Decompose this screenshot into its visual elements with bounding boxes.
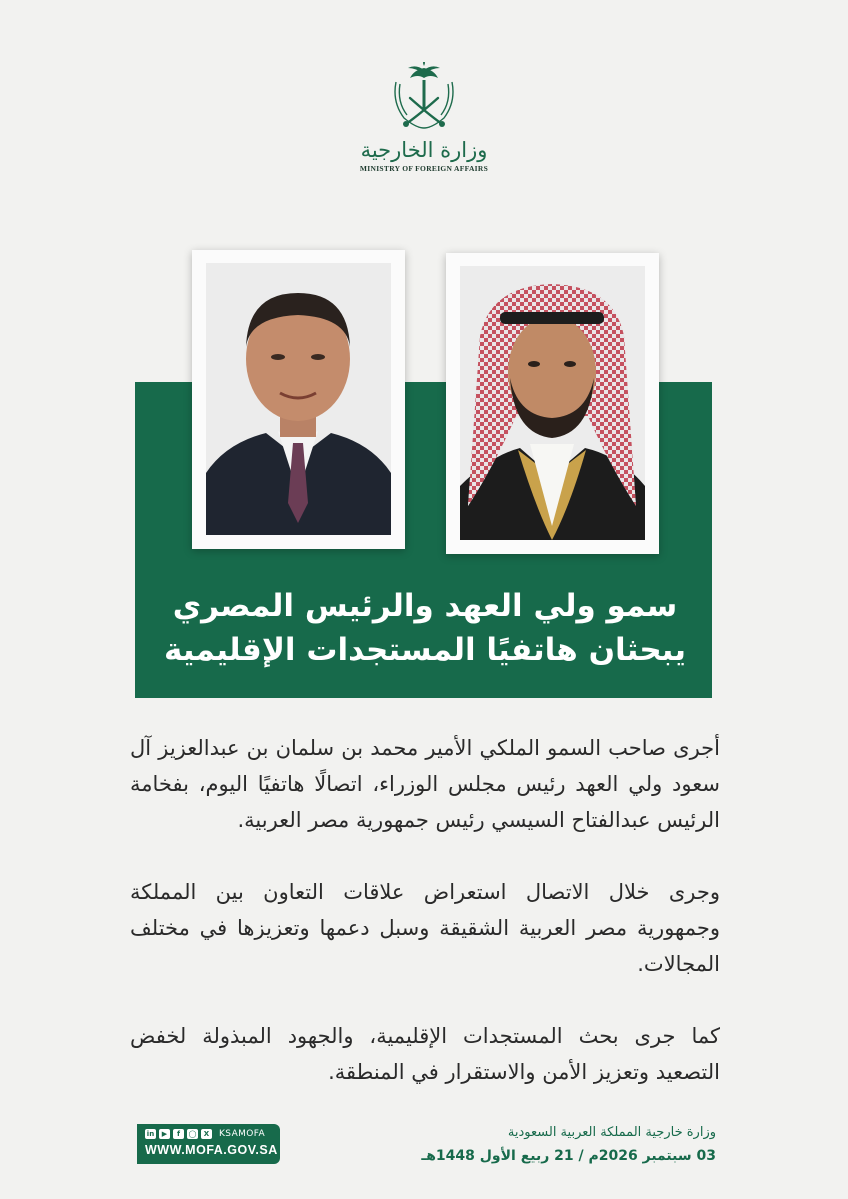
- youtube-icon[interactable]: ▶: [159, 1129, 170, 1139]
- ministry-logo: [344, 62, 504, 192]
- headline-line-2: يبحثان هاتفيًا المستجدات الإقليمية: [164, 632, 686, 668]
- linkedin-icon[interactable]: in: [146, 1130, 155, 1138]
- facebook-icon[interactable]: f: [173, 1129, 184, 1139]
- instagram-icon[interactable]: ◯: [188, 1130, 197, 1138]
- headline: [150, 584, 700, 672]
- logo-english-name: MINISTRY OF FOREIGN AFFAIRS: [359, 164, 489, 173]
- social-icons-row: [145, 1129, 272, 1139]
- article-body: [130, 730, 720, 1126]
- social-handle: KSAMOFA: [219, 1129, 266, 1139]
- paragraph-3: كما جرى بحث المستجدات الإقليمية، والجهود المبذولة لخفض التصعيد وتعزيز الأمن والاستقرار في المنطقة.: [130, 1024, 720, 1084]
- website-link[interactable]: WWW.MOFA.GOV.SA: [145, 1143, 278, 1157]
- paragraph-1: أجرى صاحب السمو الملكي الأمير محمد بن سلمان بن عبدالعزيز آل سعود ولي العهد رئيس مجلس الوزراء، اتصالًا هاتفيًا اليوم، بفخامة الرئيس عبدالفتاح السيسي رئيس جمهورية مصر العربية.: [130, 736, 720, 832]
- palm-and-crossed-swords-icon: [386, 62, 462, 134]
- portrait-frame-egypt-president: [192, 250, 405, 549]
- footer-dateline: [421, 1124, 716, 1167]
- portrait-frame-crown-prince: [446, 253, 659, 554]
- headline-line-1: سمو ولي العهد والرئيس المصري: [172, 588, 678, 624]
- portrait-photo: [460, 266, 645, 540]
- footer-date: 03 سبتمبر 2026م / 21 ربيع الأول 1448هـ: [421, 1148, 716, 1164]
- logo-arabic-name: وزارة الخارجية: [360, 138, 488, 162]
- paragraph-2: وجرى خلال الاتصال استعراض علاقات التعاون بين المملكة وجمهورية مصر العربية الشقيقة وسبل دعمها وتعزيزها في مختلف المجالات.: [130, 880, 720, 976]
- portrait-photo: [206, 263, 391, 535]
- x-icon[interactable]: X: [201, 1129, 212, 1139]
- social-badge: [137, 1124, 280, 1164]
- footer-ministry-name: وزارة خارجية المملكة العربية السعودية: [507, 1125, 716, 1140]
